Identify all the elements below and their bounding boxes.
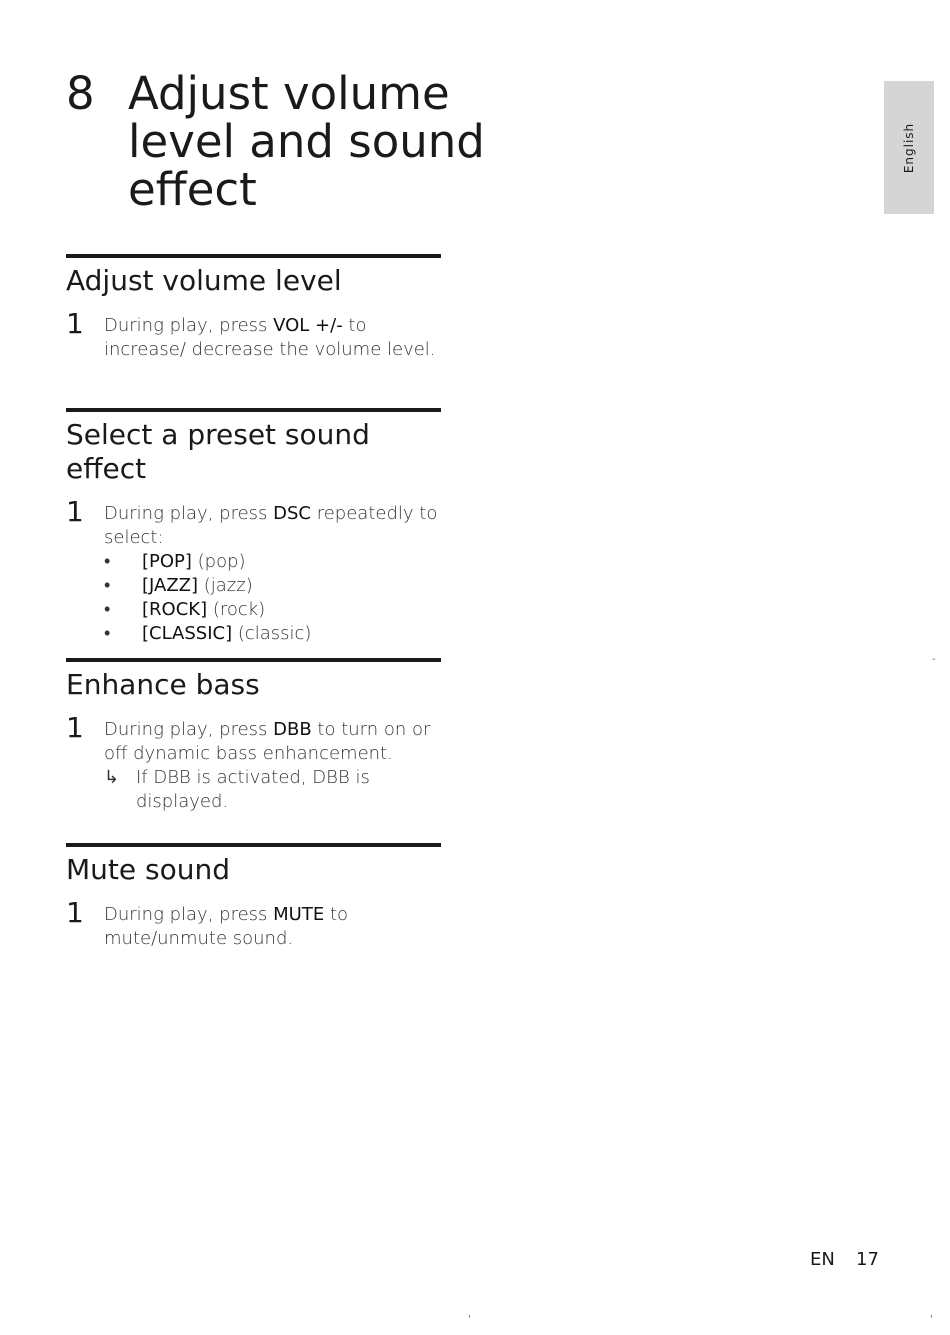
step-number: 1 bbox=[66, 896, 84, 929]
step-text-part: repeatedly to select: bbox=[104, 503, 438, 548]
section-title: Select a preset sound effect bbox=[66, 418, 370, 485]
bullet: • bbox=[104, 623, 111, 644]
section-rule bbox=[66, 254, 441, 258]
step-text-part: to turn on or off dynamic bass enhancement. bbox=[104, 719, 431, 764]
list-item bbox=[104, 574, 441, 598]
chapter-title: Adjust volume level and sound effect bbox=[128, 67, 485, 216]
step-text bbox=[104, 502, 441, 646]
section-title: Mute sound bbox=[66, 853, 230, 886]
step-number: 1 bbox=[66, 495, 84, 528]
list-item bbox=[104, 550, 441, 574]
page-number: 17 bbox=[856, 1249, 879, 1270]
chapter-number: 8 bbox=[66, 67, 95, 120]
option-desc: (classic) bbox=[232, 623, 312, 644]
bullet: • bbox=[104, 575, 111, 596]
button-keyword: MUTE bbox=[273, 904, 325, 925]
sound-effect-options bbox=[104, 550, 441, 646]
crop-mark: - bbox=[932, 654, 936, 665]
step-text-part: to increase/ decrease the volume level. bbox=[104, 315, 436, 360]
step-result bbox=[104, 766, 441, 814]
language-tab-label: English bbox=[902, 122, 916, 173]
bullet: • bbox=[104, 551, 111, 572]
step-text-part: During play, press bbox=[104, 719, 274, 740]
list-item bbox=[104, 598, 441, 622]
step-text-part: During play, press bbox=[104, 503, 274, 524]
section-title: Adjust volume level bbox=[66, 264, 342, 297]
list-item bbox=[104, 622, 441, 646]
step bbox=[66, 495, 441, 646]
language-tab bbox=[884, 81, 934, 214]
step bbox=[66, 307, 441, 362]
option-desc: (pop) bbox=[191, 551, 246, 572]
step-text bbox=[104, 903, 441, 951]
option-desc: (rock) bbox=[207, 599, 266, 620]
footer-language: EN bbox=[810, 1249, 835, 1270]
step-number: 1 bbox=[66, 711, 84, 744]
crop-mark: ' bbox=[468, 1314, 471, 1325]
step-text-part: During play, press bbox=[104, 315, 274, 336]
section-rule bbox=[66, 658, 441, 662]
section-adjust-volume bbox=[66, 254, 441, 362]
section-preset-sound-effect bbox=[66, 408, 441, 646]
step bbox=[66, 896, 441, 951]
option-label: [ROCK] bbox=[142, 599, 208, 620]
step-number: 1 bbox=[66, 307, 84, 340]
step-text-part: During play, press bbox=[104, 904, 274, 925]
result-arrow-icon: ↳ bbox=[104, 767, 120, 788]
step-text-part: to mute/unmute sound. bbox=[104, 904, 349, 949]
button-keyword: DSC bbox=[273, 503, 311, 524]
crop-mark: ' bbox=[930, 1314, 933, 1325]
section-enhance-bass bbox=[66, 658, 441, 814]
option-label: [JAZZ] bbox=[142, 575, 199, 596]
button-keyword: VOL +/- bbox=[273, 315, 343, 336]
step-text bbox=[104, 314, 441, 362]
section-rule bbox=[66, 843, 441, 847]
section-title: Enhance bass bbox=[66, 668, 260, 701]
section-mute-sound bbox=[66, 843, 441, 951]
option-label: [POP] bbox=[142, 551, 192, 572]
step-text bbox=[104, 718, 441, 814]
option-desc: (jazz) bbox=[198, 575, 253, 596]
option-label: [CLASSIC] bbox=[142, 623, 233, 644]
button-keyword: DBB bbox=[273, 719, 312, 740]
section-rule bbox=[66, 408, 441, 412]
bullet: • bbox=[104, 599, 111, 620]
step bbox=[66, 711, 441, 814]
result-text: If DBB is activated, DBB is displayed. bbox=[136, 767, 370, 812]
